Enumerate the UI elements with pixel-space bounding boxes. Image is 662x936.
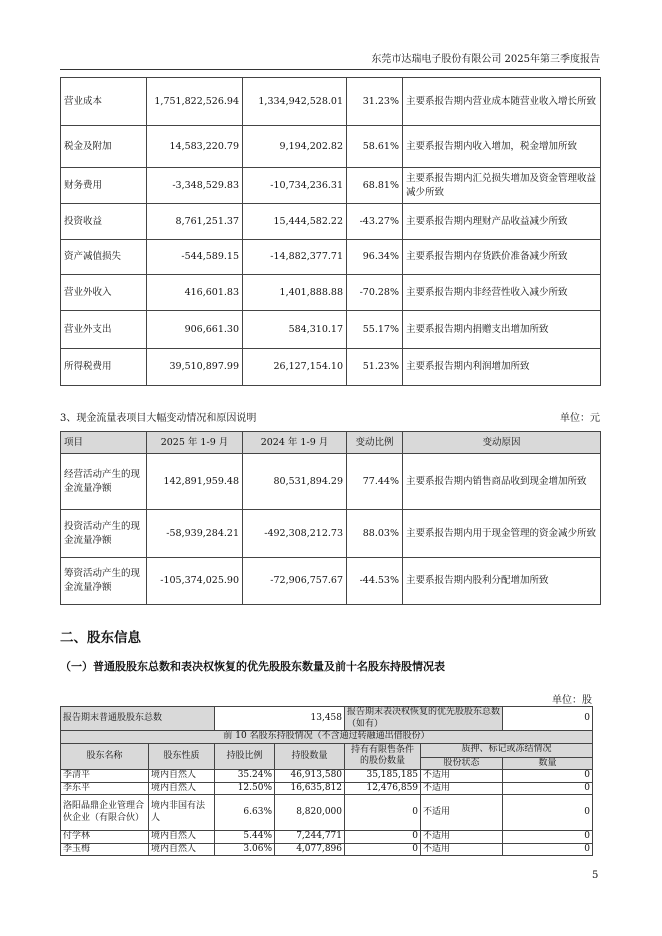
table-row [61, 831, 593, 844]
row-prior: -10,734,236.31 [243, 168, 347, 204]
cashflow-section-title: 3、现金流量表项目大幅变动情况和原因说明 [60, 413, 257, 424]
holder-ratio: 12.50% [215, 782, 275, 795]
holder-status: 不适用 [421, 843, 503, 856]
row-current: 142,891,959.48 [147, 454, 243, 510]
row-item: 投资活动产生的现金流量净额 [61, 510, 147, 558]
row-prior: 80,531,894.29 [243, 454, 347, 510]
table-row [61, 770, 593, 783]
holder-name: 洛阳晶鼎企业管理合伙企业（有限合伙） [61, 795, 149, 831]
table-row [61, 311, 601, 349]
table-row [61, 204, 601, 240]
row-item: 税金及附加 [61, 126, 147, 168]
pref-holders-value: 0 [503, 707, 593, 731]
holder-status: 不适用 [421, 770, 503, 783]
header-change: 变动比例 [347, 432, 403, 454]
row-reason: 主要系报告期内捐赠支出增加所致 [403, 311, 601, 349]
holder-ratio: 35.24% [215, 770, 275, 783]
row-change: 51.23% [347, 349, 403, 386]
holder-nature: 境内自然人 [149, 770, 215, 783]
header-name: 股东名称 [61, 743, 149, 770]
header-prior: 2024 年 1-9 月 [243, 432, 347, 454]
table-row [61, 795, 593, 831]
header-restricted: 持有有限售条件的股份数量 [345, 743, 421, 770]
holder-count: 0 [503, 843, 593, 856]
row-change: 77.44% [347, 454, 403, 510]
table-row [61, 240, 601, 275]
income-changes-table [60, 77, 601, 386]
holder-count: 0 [503, 795, 593, 831]
row-reason: 主要系报告期内理财产品收益减少所致 [403, 204, 601, 240]
row-change: 31.23% [347, 78, 403, 126]
pref-holders-label: 报告期末表决权恢复的优先股股东总数（如有） [345, 707, 503, 731]
row-prior: 26,127,154.10 [243, 349, 347, 386]
row-current: 8,761,251.37 [147, 204, 243, 240]
header-ratio: 持股比例 [215, 743, 275, 770]
holder-restricted: 12,476,859 [345, 782, 421, 795]
table-row [61, 349, 601, 386]
holder-status: 不适用 [421, 795, 503, 831]
page-header: 东莞市达瑞电子股份有限公司 2025年第三季度报告 [60, 50, 600, 70]
holder-restricted: 0 [345, 831, 421, 844]
top10-title: 前 10 名股东持股情况（不含通过转融通出借股份） [61, 731, 593, 744]
table-row [61, 782, 593, 795]
holder-status: 不适用 [421, 782, 503, 795]
holder-restricted: 0 [345, 843, 421, 856]
table-row [61, 510, 601, 558]
row-prior: 1,401,888.88 [243, 275, 347, 311]
row-current: -544,589.15 [147, 240, 243, 275]
row-reason: 主要系报告期内存货跌价准备减少所致 [403, 240, 601, 275]
row-item: 资产减值损失 [61, 240, 147, 275]
table-row [61, 275, 601, 311]
cashflow-unit: 单位：元 [560, 413, 600, 424]
cashflow-changes-table [60, 431, 601, 605]
holder-shares: 7,244,771 [275, 831, 345, 844]
holder-ratio: 3.06% [215, 843, 275, 856]
row-reason: 主要系报告期内利润增加所致 [403, 349, 601, 386]
header-nature: 股东性质 [149, 743, 215, 770]
row-current: -105,374,025.90 [147, 558, 243, 605]
holder-nature: 境内自然人 [149, 843, 215, 856]
row-change: 55.17% [347, 311, 403, 349]
row-item: 筹资活动产生的现金流量净额 [61, 558, 147, 605]
holder-shares: 46,913,580 [275, 770, 345, 783]
header-item: 项目 [61, 432, 147, 454]
holder-nature: 境内自然人 [149, 782, 215, 795]
table-row [61, 454, 601, 510]
header-current: 2025 年 1-9 月 [147, 432, 243, 454]
row-prior: 1,334,942,528.01 [243, 78, 347, 126]
table-header-row [61, 432, 601, 454]
table-row [61, 843, 593, 856]
row-prior: 15,444,582.22 [243, 204, 347, 240]
section-title-shareholders: 二、股东信息 [60, 630, 141, 646]
subsection-title-shareholders: （一）普通股股东总数和表决权恢复的优先股股东数量及前十名股东持股情况表 [60, 660, 445, 673]
table-row [61, 168, 601, 204]
holder-ratio: 5.44% [215, 831, 275, 844]
row-reason: 主要系报告期内销售商品收到现金增加所致 [403, 454, 601, 510]
holder-restricted: 0 [345, 795, 421, 831]
holder-status: 不适用 [421, 831, 503, 844]
row-reason: 主要系报告期内非经营性收入减少所致 [403, 275, 601, 311]
row-reason: 主要系报告期内营业成本随营业收入增长所致 [403, 78, 601, 126]
table-row [61, 558, 601, 605]
row-prior: 9,194,202.82 [243, 126, 347, 168]
row-change: 68.81% [347, 168, 403, 204]
page-number: 5 [592, 870, 599, 881]
row-item: 财务费用 [61, 168, 147, 204]
header-pledge: 质押、标记或冻结情况 [421, 743, 593, 757]
row-item: 投资收益 [61, 204, 147, 240]
row-prior: 584,310.17 [243, 311, 347, 349]
total-holders-row [61, 707, 593, 731]
row-change: 88.03% [347, 510, 403, 558]
row-item: 营业成本 [61, 78, 147, 126]
total-holders-value: 13,458 [215, 707, 345, 731]
holder-name: 付学林 [61, 831, 149, 844]
holder-shares: 8,820,000 [275, 795, 345, 831]
table-row [61, 78, 601, 126]
row-item: 营业外支出 [61, 311, 147, 349]
row-prior: -14,882,377.71 [243, 240, 347, 275]
row-change: -70.28% [347, 275, 403, 311]
holder-nature: 境内自然人 [149, 831, 215, 844]
row-reason: 主要系报告期内汇兑损失增加及资金管理收益减少所致 [403, 168, 601, 204]
row-item: 经营活动产生的现金流量净额 [61, 454, 147, 510]
holder-name: 李清平 [61, 770, 149, 783]
holder-count: 0 [503, 782, 593, 795]
header-count: 数量 [503, 757, 593, 770]
header-status: 股份状态 [421, 757, 503, 770]
row-current: -3,348,529.83 [147, 168, 243, 204]
holder-name: 李玉梅 [61, 843, 149, 856]
holder-name: 李东平 [61, 782, 149, 795]
row-item: 所得税费用 [61, 349, 147, 386]
table-header-row [61, 743, 593, 757]
top10-title-row [61, 731, 593, 744]
row-reason: 主要系报告期内收入增加，税金增加所致 [403, 126, 601, 168]
shareholder-unit: 单位：股 [552, 695, 592, 706]
holder-shares: 16,635,812 [275, 782, 345, 795]
row-current: -58,939,284.21 [147, 510, 243, 558]
holder-shares: 4,077,896 [275, 843, 345, 856]
row-current: 906,661.30 [147, 311, 243, 349]
total-holders-label: 报告期末普通股股东总数 [61, 707, 215, 731]
row-change: -44.53% [347, 558, 403, 605]
header-shares: 持股数量 [275, 743, 345, 770]
row-current: 39,510,897.99 [147, 349, 243, 386]
row-reason: 主要系报告期内用于现金管理的资金减少所致 [403, 510, 601, 558]
shareholder-table [60, 706, 593, 856]
row-current: 1,751,822,526.94 [147, 78, 243, 126]
row-prior: -492,308,212.73 [243, 510, 347, 558]
row-item: 营业外收入 [61, 275, 147, 311]
holder-nature: 境内非国有法人 [149, 795, 215, 831]
row-reason: 主要系报告期内股利分配增加所致 [403, 558, 601, 605]
row-current: 416,601.83 [147, 275, 243, 311]
row-current: 14,583,220.79 [147, 126, 243, 168]
header-reason: 变动原因 [403, 432, 601, 454]
row-change: 58.61% [347, 126, 403, 168]
holder-count: 0 [503, 831, 593, 844]
row-change: -43.27% [347, 204, 403, 240]
row-prior: -72,906,757.67 [243, 558, 347, 605]
table-row [61, 126, 601, 168]
holder-ratio: 6.63% [215, 795, 275, 831]
holder-count: 0 [503, 770, 593, 783]
holder-restricted: 35,185,185 [345, 770, 421, 783]
row-change: 96.34% [347, 240, 403, 275]
